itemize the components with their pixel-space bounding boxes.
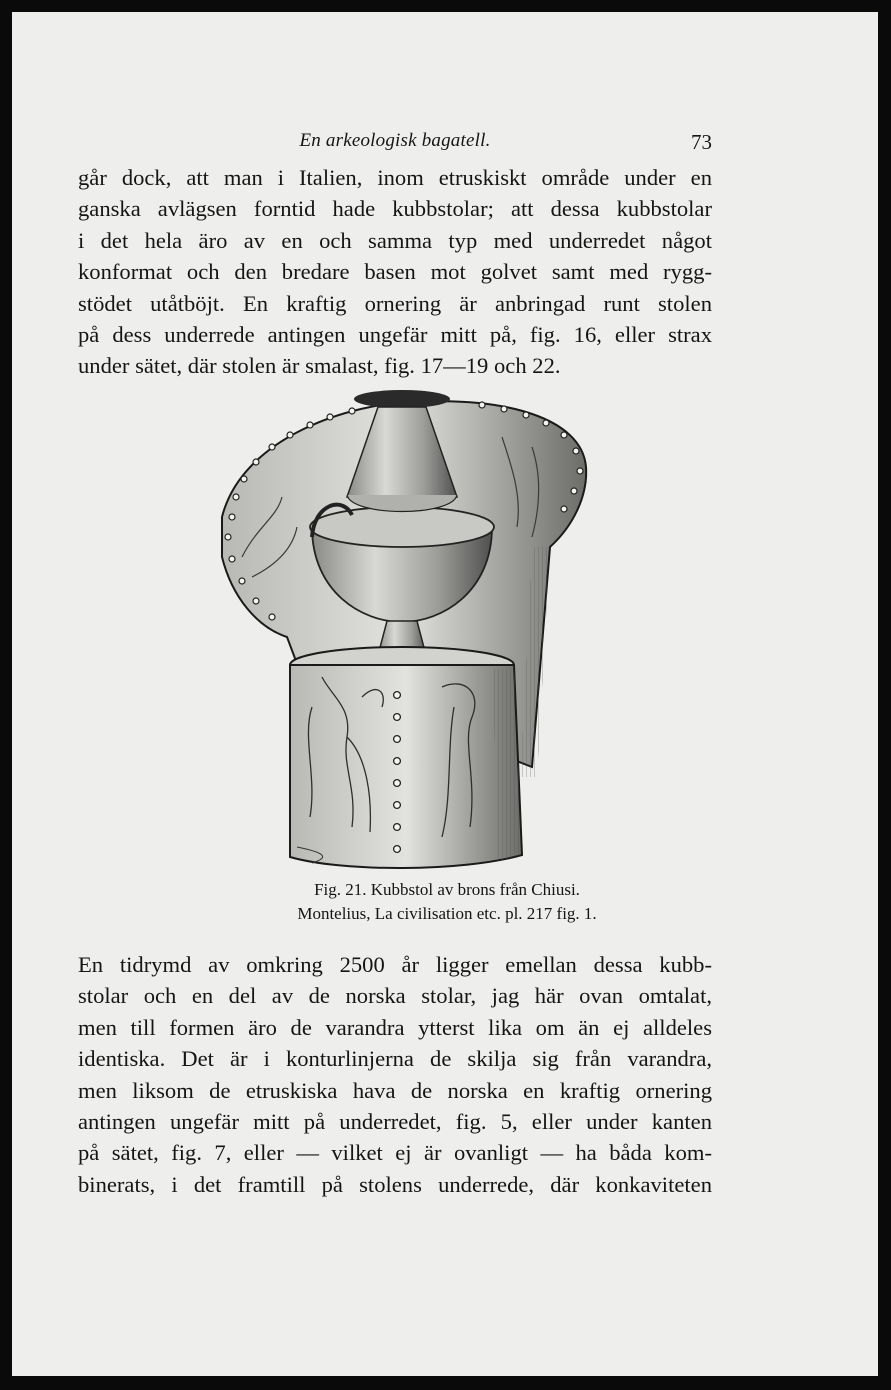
- text-line: konformat och den bredare basen mot golvet samt med rygg-: [78, 259, 712, 285]
- text-line: går dock, att man i Italien, inom etruskiskt område under en: [78, 165, 712, 190]
- page-header: [78, 130, 712, 158]
- text-line: i det hela äro av en och samma typ med underredet något: [78, 227, 712, 253]
- page-number: 73: [691, 130, 712, 154]
- text-line: men liksom de etruskiska hava de norska en kraftig ornering: [78, 1077, 712, 1103]
- text-line: stödet utåtböjt. En kraftig ornering är anbringad runt stolen: [78, 290, 712, 316]
- text-line: binerats, i det framtill på stolens underrede, där konkaviteten: [78, 1171, 712, 1197]
- text-line: under sätet, där stolen är smalast, fig. 17—19 och 22.: [78, 353, 561, 379]
- paragraph-1: [78, 162, 712, 382]
- paragraph-2: [78, 949, 712, 1200]
- text-line: på sätet, fig. 7, eller — vilket ej är ovanligt — ha båda kom-: [78, 1140, 712, 1166]
- text-line: identiska. Det är i konturlinjerna de skilja sig från varandra,: [78, 1046, 712, 1072]
- figure-caption: [162, 878, 732, 926]
- caption-line: Fig. 21. Kubbstol av brons från Chiusi.: [314, 880, 580, 899]
- text-line: ganska avlägsen forntid hade kubbstolar; att dessa kubbstolar: [78, 196, 712, 222]
- text-line: En tidrymd av omkring 2500 år ligger emellan dessa kubb-: [78, 952, 712, 977]
- text-line: men till formen äro de varandra ytterst lika om än ej alldeles: [78, 1014, 712, 1040]
- text-line: på dess underrede antingen ungefär mitt på, fig. 16, eller strax: [78, 322, 712, 348]
- text-line: stolar och en del av de norska stolar, jag här ovan omtalat,: [78, 983, 712, 1009]
- chair-illustration: [202, 377, 602, 877]
- running-title: En arkeologisk bagatell.: [299, 130, 491, 151]
- book-page: [12, 12, 878, 1376]
- text-line: antingen ungefär mitt på underredet, fig. 5, eller under kanten: [78, 1109, 712, 1135]
- caption-line: Montelius, La civilisation etc. pl. 217 fig. 1.: [297, 904, 597, 923]
